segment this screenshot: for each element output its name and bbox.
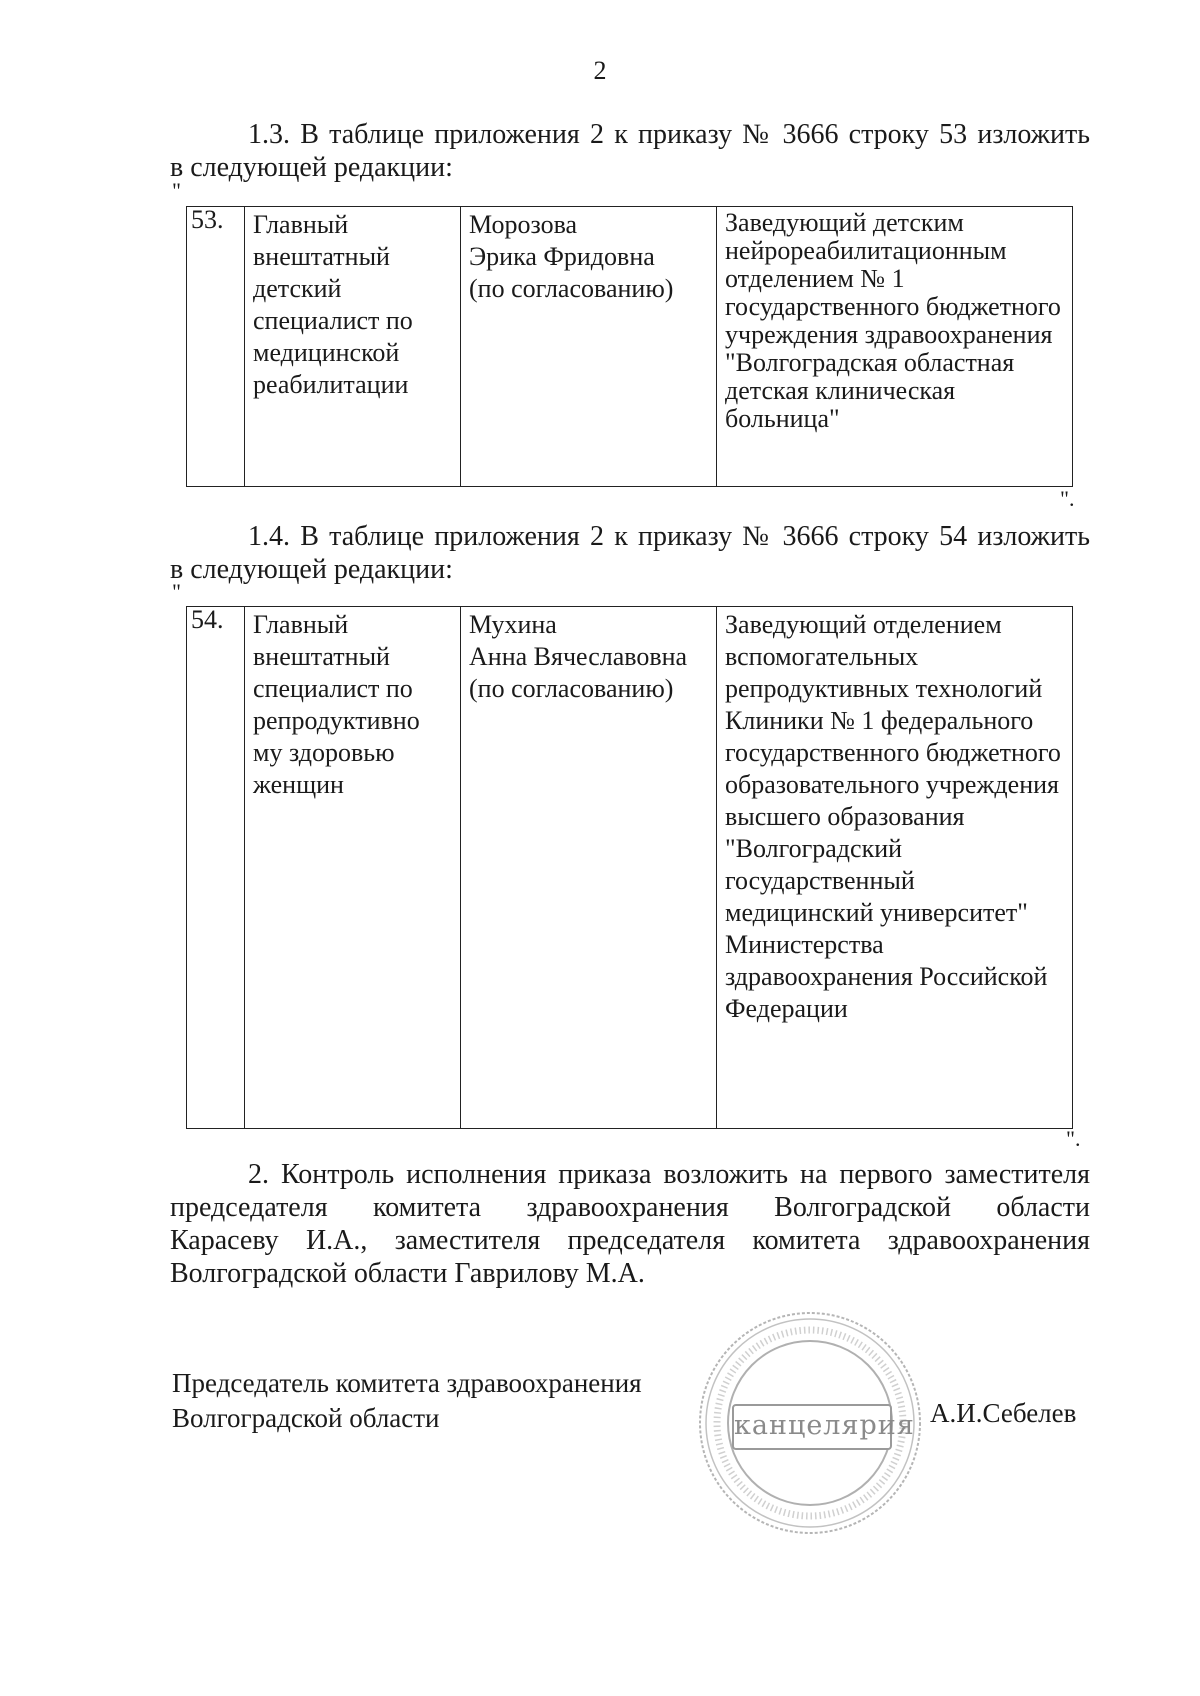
- paragraph-1-4-line1: 1.4. В таблице приложения 2 к приказу № 3666 строку 54 изложить: [248, 521, 1090, 552]
- table-row-53: [186, 206, 1073, 487]
- open-quote: ": [172, 579, 181, 604]
- paragraph-2-line1: 2. Контроль исполнения приказа возложить на первого заместителя: [248, 1159, 1090, 1190]
- paragraph-1-4: [170, 520, 1090, 586]
- paragraph-1-4-line2: в следующей редакции:: [170, 554, 453, 585]
- paragraph-2-line4: Волгоградской области Гаврилову М.А.: [170, 1258, 645, 1289]
- paragraph-2-line3: Карасеву И.А., заместителя председателя комитета здравоохранения: [170, 1225, 1090, 1256]
- row-number: 54.: [187, 607, 245, 1129]
- paragraph-2-line2: председателя комитета здравоохранения Волгоградской области: [170, 1192, 1090, 1223]
- workplace-cell: Заведующий отделением вспомогательных репродуктивных технологий Клиники № 1 федерального государственного бюджетного образовательного учреждения высшего образования "Волгоградский государственный медицинский университет" Министерства здравоохранения Российской Федерации: [717, 607, 1073, 1129]
- paragraph-1-3: [170, 118, 1090, 184]
- paragraph-1-3-line2: в следующей редакции:: [170, 152, 453, 183]
- close-quote: ".: [1066, 1126, 1081, 1151]
- table-row-54: [186, 606, 1073, 1129]
- open-quote: ": [172, 178, 181, 203]
- table-row: [187, 607, 1073, 1129]
- row-number: 53.: [187, 207, 245, 487]
- close-quote: ".: [1060, 486, 1075, 511]
- workplace-cell: Заведующий детским нейрореабилитационным отделением № 1 государственного бюджетного учреждения здравоохранения "Волгоградская областная детская клиническая больница": [717, 207, 1073, 487]
- page-number: 2: [593, 56, 607, 85]
- signature-title-line1: Председатель комитета здравоохранения: [172, 1368, 642, 1398]
- signature-title-line2: Волгоградской области: [172, 1403, 440, 1433]
- fio-cell: Морозова Эрика Фридовна (по согласованию): [461, 207, 717, 487]
- table-row: [187, 207, 1073, 487]
- paragraph-2: [170, 1158, 1090, 1290]
- signer-name: А.И.Себелев: [930, 1398, 1077, 1428]
- fio-cell: Мухина Анна Вячеславовна (по согласованию): [461, 607, 717, 1129]
- position-cell: Главный внештатный специалист по репродуктивно му здоровью женщин: [245, 607, 461, 1129]
- signature-title: [172, 1366, 642, 1436]
- stamp-label: канцелярия: [732, 1404, 892, 1450]
- position-cell: Главный внештатный детский специалист по медицинской реабилитации: [245, 207, 461, 487]
- paragraph-1-3-line1: 1.3. В таблице приложения 2 к приказу № 3666 строку 53 изложить: [248, 119, 1090, 150]
